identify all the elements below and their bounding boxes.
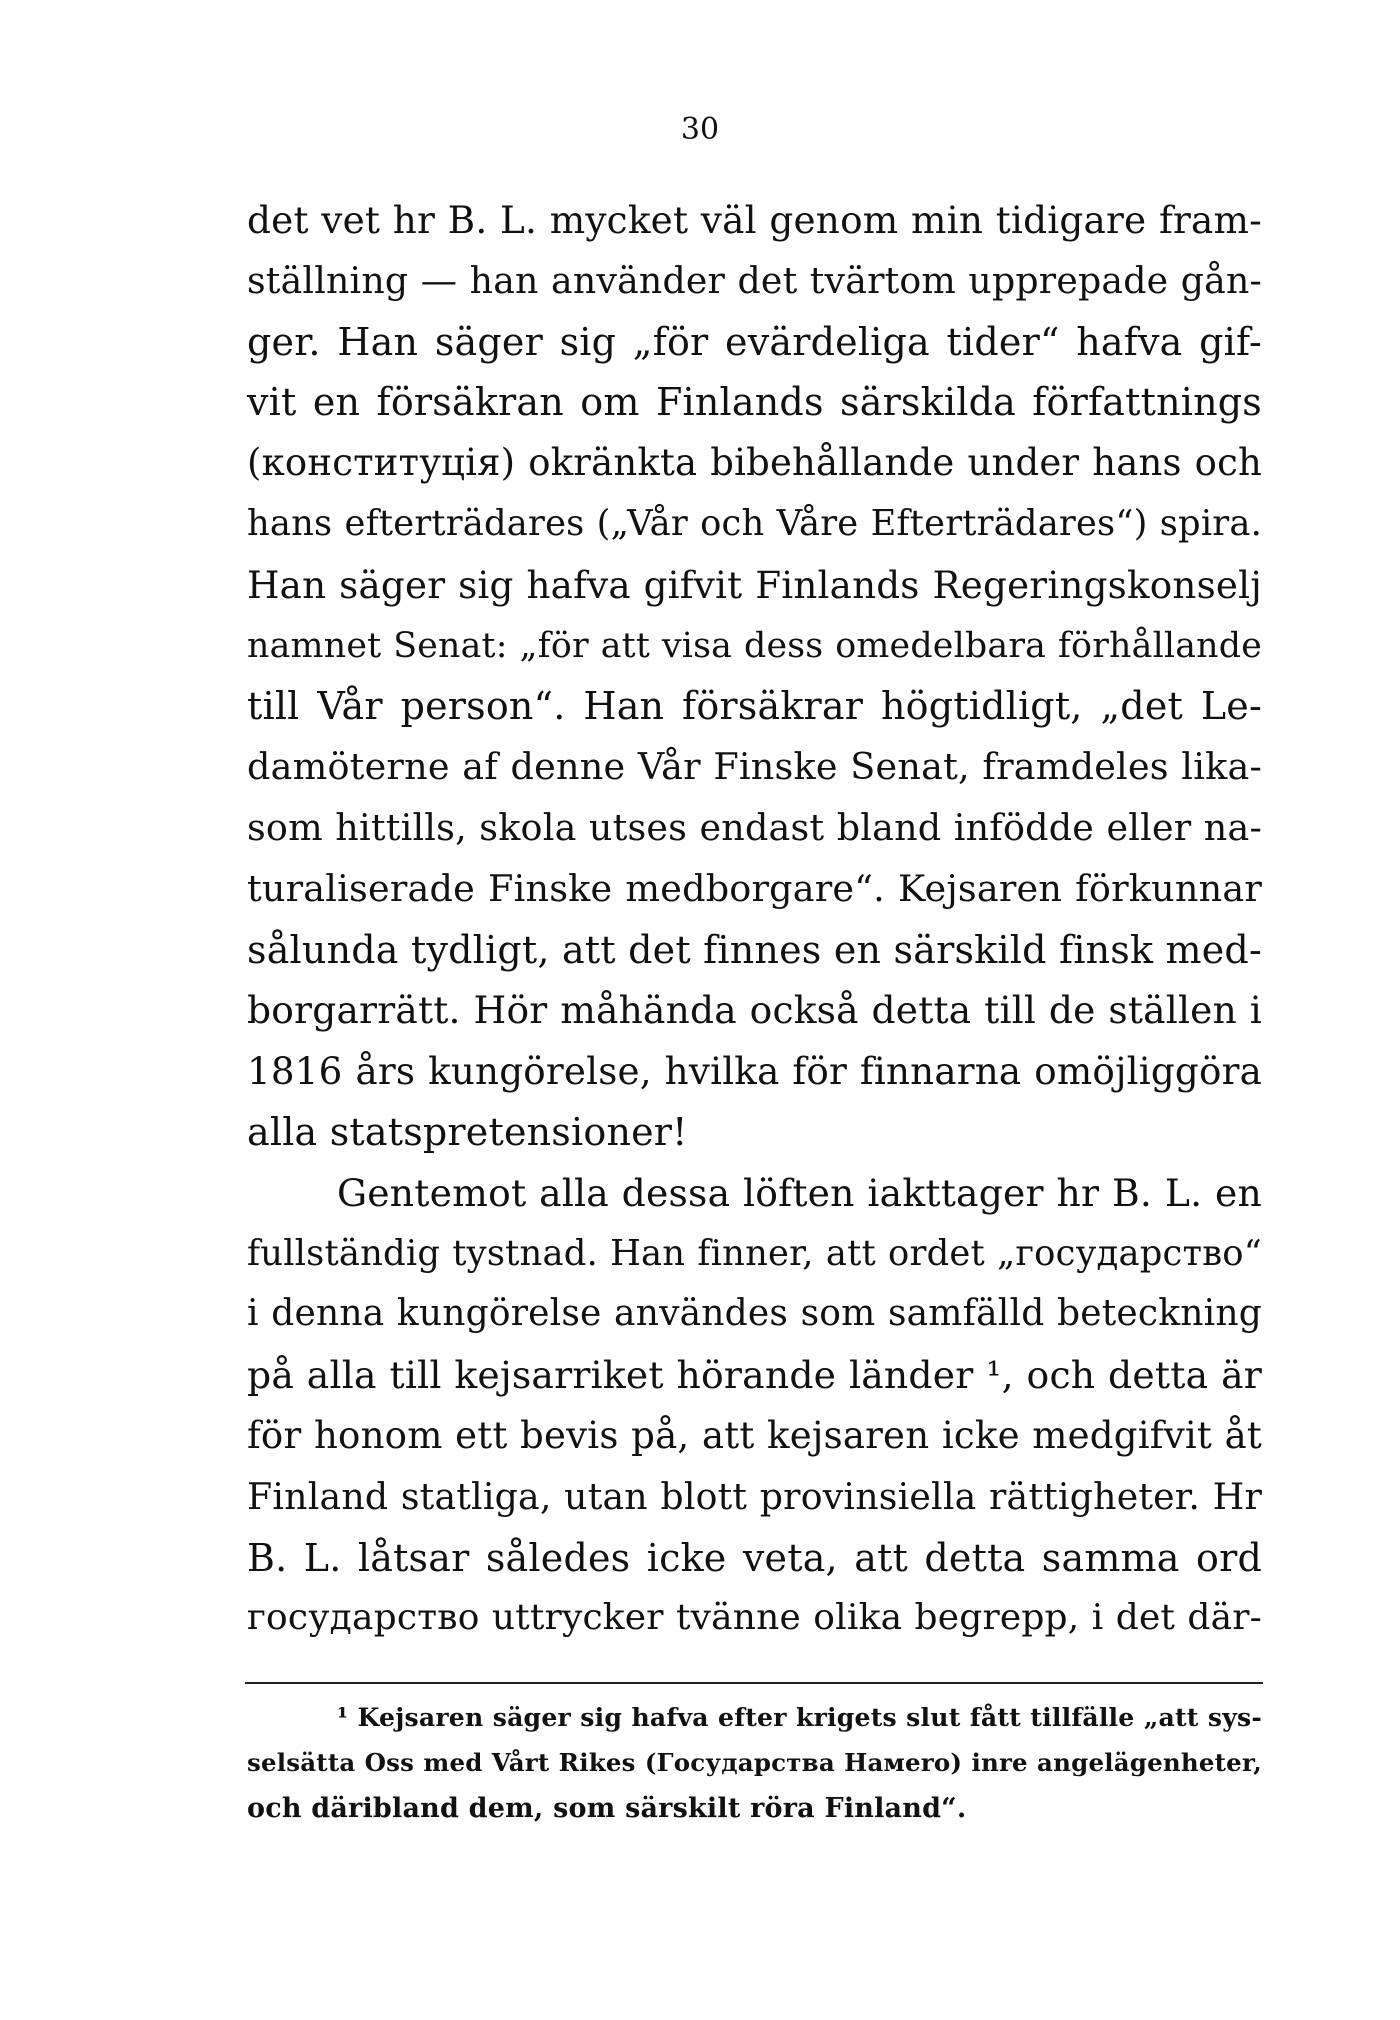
footnote-text <box>247 1694 1262 1832</box>
body-line: alla statspretensioner! <box>247 1109 688 1154</box>
body-line: turaliserade Finske medborgare“. Kejsaren förkunnar <box>247 866 1262 910</box>
body-line: damöterne af denne Vår Finske Senat, framdeles lika- <box>247 745 1262 789</box>
body-line: på alla till kejsarriket hörande länder ¹, och detta är <box>247 1353 1262 1398</box>
body-line: (конституція) okränkta bibehållande under hans och <box>247 441 1262 485</box>
body-line: i denna kungörelse användes som samfälld beteckning <box>247 1293 1262 1335</box>
body-line: borgarrätt. Hör måhända också detta till de ställen i <box>247 988 1262 1033</box>
footnote-line: ¹ Kejsaren säger sig hafva efter krigets slut fått tillfälle „att sys- <box>337 1702 1262 1732</box>
body-line: ger. Han säger sig „för evärdeliga tider“ hafva gif- <box>247 319 1262 364</box>
body-text <box>247 190 1262 1649</box>
body-line: fullständig tystnad. Han finner, att ordet „государство“ <box>247 1232 1262 1274</box>
footnote-line: och däribland dem, som särskilt röra Finland“. <box>247 1793 967 1824</box>
footnote-line: selsätta Oss med Vårt Rikes (Государства Hамero) inre angelägenheter, <box>247 1748 1262 1777</box>
body-line: sålunda tydligt, att det finnes en särskild finsk med- <box>247 927 1262 972</box>
body-line: till Vår person“. Han försäkrar högtidligt, „det Le- <box>247 684 1262 729</box>
body-line: det vet hr B. L. mycket väl genom min tidigare fram- <box>247 198 1262 242</box>
body-line: namnet Senat: „för att visa dess omedelbara förhållande <box>247 625 1262 666</box>
body-line: государство uttrycker tvänne olika begrepp, i det där- <box>247 1597 1262 1639</box>
body-line: som hittills, skola utses endast bland infödde eller na- <box>247 805 1262 849</box>
body-line: Finland statliga, utan blott provinsiella rättigheter. Hr <box>247 1474 1262 1518</box>
body-line: Han säger sig hafva gifvit Finlands Regeringskonselj <box>247 562 1262 607</box>
body-line: 1816 års kungörelse, hvilka för finnarna omöjliggöra <box>247 1049 1262 1094</box>
footnote-divider <box>245 1682 1263 1684</box>
body-line: vit en försäkran om Finlands särskilda författnings <box>247 380 1262 425</box>
body-line: ställning — han använder det tvärtom upprepade gån- <box>247 258 1262 302</box>
body-line: hans efterträdares („Vår och Våre Efterträdares“) spira. <box>247 502 1262 544</box>
body-line: Gentemot alla dessa löften iakttager hr B. L. en <box>337 1170 1262 1215</box>
page-number: 30 <box>680 112 720 147</box>
body-line: för honom ett bevis på, att kejsaren icke medgifvit åt <box>247 1413 1262 1457</box>
body-line: B. L. låtsar således icke veta, att detta samma ord <box>247 1535 1262 1580</box>
